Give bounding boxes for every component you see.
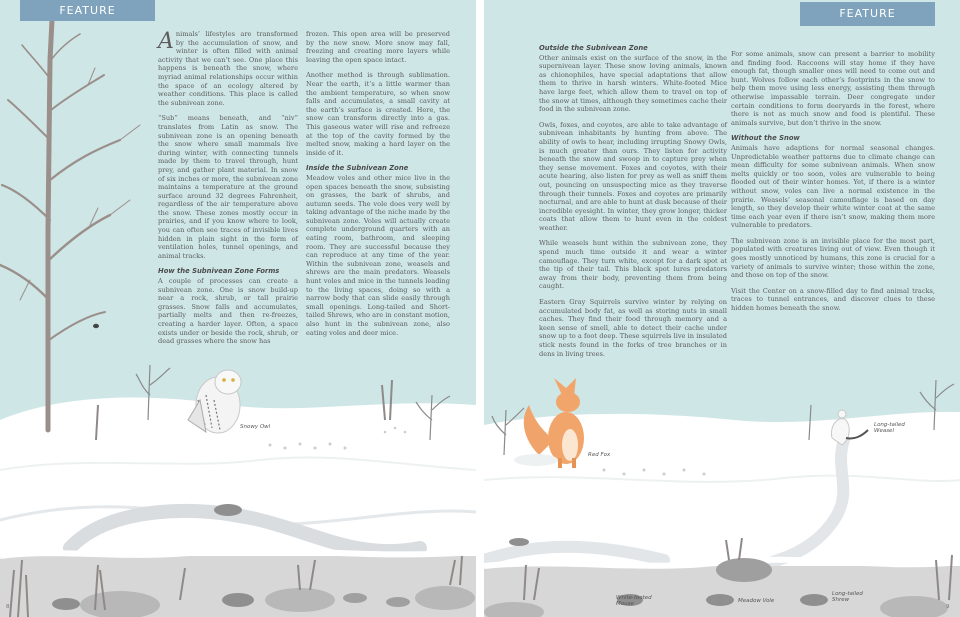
intro-text: nimals’ lifestyles are transformed by the accumulation of snow, and winter is often filled with animal activity that we can’t see. One place this happens is beneath the snow, where myriad animal relationships occur within the space of an ecology altered by weather conditions. This place is called the subnivean zone. [158,30,298,107]
right-page [484,0,960,617]
page-gutter [476,0,484,617]
section-heading: How the Subnivean Zone Forms [158,267,280,276]
feature-tab: FEATURE [800,2,935,26]
paragraph: While weasels hunt within the subnivean zone, they spend much time outside it and wear a winter camouflage. They turn white, except for a dark spot at the tip of their tail. This black spot lures predators away from their body, preventing them from being caught. [539,239,727,291]
right-column-1 [539,40,727,365]
shrew-caption: Long-tailed Shrew [832,591,863,603]
mouse-caption: White-footed Mouse [616,595,652,607]
paragraph: Animals have adaptions for normal seasonal changes. Unpredictable weather patterns due to climate change can mean difficulty for some subnivean animals. When snow melts quickly or too soon, voles are vulnerable to being flooded out of their winter homes. Yet, if there is a winter without snow, voles can live a normal existence in the prairie. Weasels’ seasonal camouflage is based on day length, so they develop their white winter coat at the same time each year even if there isn’t snow, making them more vulnerable to predators. [731,143,935,230]
page-number: 8 [6,604,10,610]
paragraph: For some animals, snow can present a barrier to mobility and finding food. Raccoons will stay home if they have enough fat, though smaller ones will need to come out and hunt. Wolves follow each other’s footprints in the snow to help them move using less energy, assisting them through otherwise impassable terrain. Deer congregate under certain conditions to form deeryards in the forest, where there is not as much snow and food is plentiful. These animals survive, but don’t thrive in the snow. [731,50,935,127]
drop-cap: A [158,29,174,54]
snowy-owl-figure [188,370,241,433]
paragraph: “Sub” means beneath, and “niv” translates from Latin as snow. The subnivean zone is an opening beneath the snow where small mammals live during winter, with connecting tunnels made by them to travel through, hunt prey, and gather plant material. In snow of six inches or more, the subnivean zone maintains a temperature at the ground surface around 32 degrees Fahrenheit, regardless of the air temperature above the snow. These zones mostly occur in prairies, and if you know where to look, you can often see traces of invisible lives hidden in plain sight in the form of ventilation holes, tunnel openings, and animal tracks. [158,114,298,260]
paragraph: Owls, foxes, and coyotes, are able to take advantage of subnivean inhabitants by hunting from above. The ability of owls to hear, including irrupting Snowy Owls, is much greater than ours. They listen for activity beneath the snow and swoop in to capture prey when they sense movement. Foxes and coyotes, with their acute hearing, also listen for prey as well as sniff them out, pouncing on unsuspecting mice as they traverse through their tunnels. Foxes and coyotes are primarily nocturnal, and are able to hunt at dusk because of their incredible eyesight. In winter, they grow longer, thicker coats that allow them to hunt even in the coldest weather. [539,120,727,232]
paragraph: Other animals exist on the surface of the snow, in the supernivean layer. These snow loving animals, known as chionophiles, have special adaptations that allow them to thrive in harsh winters. White-footed Mice have large feet, which allow them to travel on top of the snow at times, although they sometimes cache their food in the subnivean zone. [539,53,727,114]
paragraph: Visit the Center on a snow-filled day to find animal tracks, traces to tunnel entrances, and discover clues to these hidden homes beneath the snow. [731,286,935,313]
paragraph: A couple of processes can create a subnivean zone. One is snow build-up near a rock, shrub, or tall prairie grasses. Snow falls and accumulates, partially melts and then re-freezes, creating a harder layer. Often, a space exists under or beside the rock, shrub, or dead grasses where the snow has [158,277,298,346]
paragraph: frozen. This open area will be preserved by the new snow. More snow may fall, freezing and creating more layers while leaving the open space intact. [306,30,450,64]
feature-tab: FEATURE [20,0,155,21]
page-number: 9 [946,604,950,610]
paragraph: Meadow voles and other mice live in the open spaces beneath the snow, subsisting on grasses, the bark of shrubs, and autumn seeds. The vole does very well by taking advantage of the niche made by the subnivean zone. Voles will actually create complete underground quarters with an eating room, bathroom, and sleeping room. They are successful because they can reproduce at any time of the year. Within the subnivean zone, weasels and shrews are the main predators. Weasels hunt voles and mice in the tunnels leading to the living spaces, doing so with a narrow body that can slide easily through small openings. Long-tailed and Short-tailed Shrews, who are in constant motion, also hunt in the subnivean zone, also eating voles and deer mice. [306,173,450,337]
right-column-2 [731,50,935,320]
owl-caption: Snowy Owl [240,424,271,430]
intro-paragraph [158,30,298,107]
left-column-2 [306,30,450,344]
left-column-1 [158,30,298,353]
fox-caption: Red Fox [588,452,611,458]
left-page [0,0,476,617]
paragraph: Eastern Gray Squirrels survive winter by relying on accumulated body fat, as well as storing nuts in small caches. They find their food through memory and a keen sense of smell, able to detect their cache under snow up to a foot deep. These squirrels live in insulated stick nests found in the forks of tree branches or in dens in living trees. [539,298,727,358]
section-heading: Without the Snow [731,134,800,143]
section-heading: Outside the Subnivean Zone [539,44,648,52]
section-heading: Inside the Subnivean Zone [306,164,409,173]
paragraph: The subnivean zone is an invisible place for the most part, populated with creatures living out of view. Even though it goes mostly unnoticed by humans, this zone is crucial for a variety of animals to survive winter; those within the zone, and those on top of the snow. [731,236,935,280]
weasel-caption: Long-tailed Weasel [874,422,905,434]
paragraph: Another method is through sublimation. Near the earth, it’s a little warmer than the ambient temperature, so when snow falls and accumulates, a small cavity at the earth’s surface is created. Here, the snow can transform directly into a gas. This gaseous water will rise and refreeze at the top of the cavity formed by the melted snow, making a hard layer on the inside of it. [306,71,450,157]
vole-caption: Meadow Vole [738,598,775,604]
